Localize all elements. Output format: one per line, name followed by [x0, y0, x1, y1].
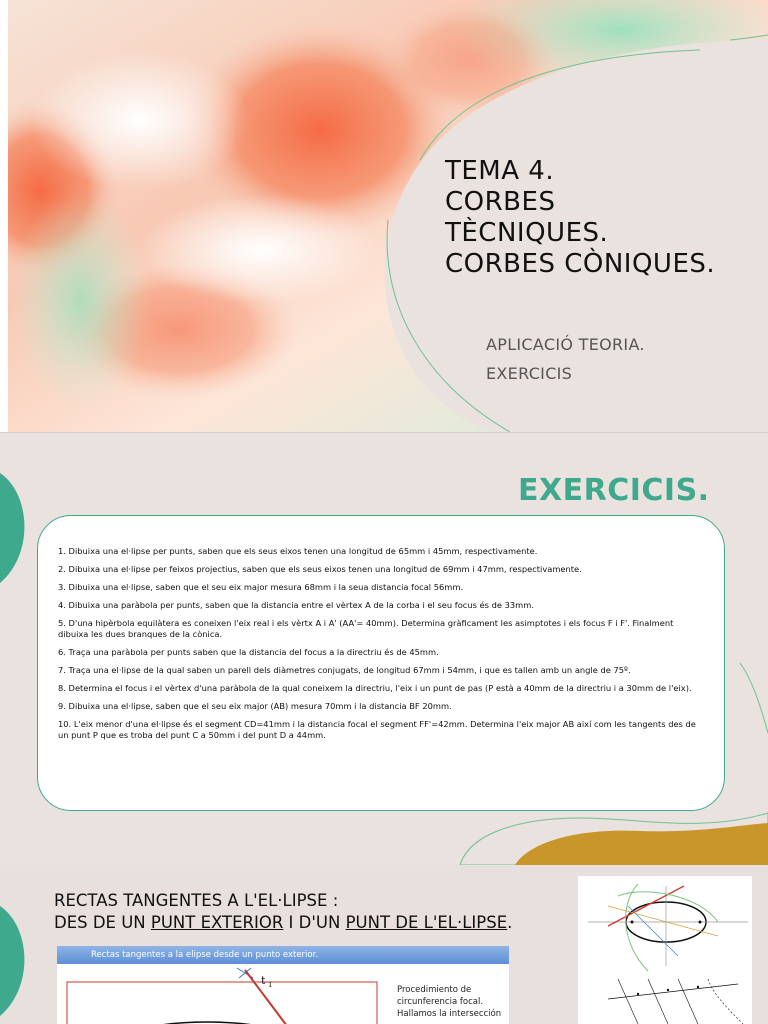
ellipse-tangent-diagram — [578, 876, 752, 974]
parabola-construction-diagram — [578, 974, 752, 1024]
title-line: TEMA 4. — [445, 156, 555, 186]
exercise-item: 7. Traça una el·lipse de la qual saben un parell dels diàmetres conjugats, de longitud 67mm i 54mm, i que es tallen amb un angle de 75º. — [58, 665, 631, 675]
slide-title — [54, 890, 512, 934]
exercises-title: EXERCICIS. — [518, 473, 710, 508]
caption-line: circunferencia focal. — [397, 997, 484, 1007]
title-line: CORBES CÒNIQUES. — [445, 249, 716, 279]
title-line-2 — [54, 912, 512, 934]
parabola-diagram — [578, 974, 752, 1024]
ellipse-diagram — [578, 876, 752, 974]
exercises-slide — [0, 432, 768, 865]
exercise-item: 6. Traça una paràbola per punts saben que la distancia del focus a la directriu és de 45mm. — [58, 647, 439, 657]
exercise-item: 9. Dibuixa una el·lipse, saben que el seu eix major (AB) mesura 70mm i la distancia BF 20mm. — [58, 701, 452, 711]
tangent-label-sub: 1 — [268, 981, 273, 989]
subtitle-line: APLICACIÓ TEORIA. — [486, 335, 645, 354]
caption-line: Hallamos la intersección — [397, 1009, 502, 1019]
exercise-item: 3. Dibuixa una el·lipse, saben que el seu eix major mesura 68mm i la seua distancia focal 56mm. — [58, 582, 464, 592]
title-text: DES DE UN — [54, 913, 151, 932]
exercise-item: 8. Determina el focus i el vèrtex d'una paràbola de la qual coneixem la directriu, l'eix i un punt de pas (P està a 40mm de la directriu i a 30mm de l'eix). — [58, 683, 692, 693]
exercise-item: 1. Dibuixa una el·lipse per punts, saben que els seus eixos tenen una longitud de 65mm i 45mm, respectivamente. — [58, 546, 538, 556]
tangents-slide — [0, 866, 768, 1024]
title-text: I D'UN — [283, 913, 346, 932]
title-underlined: PUNT DE L'EL·LIPSE — [345, 913, 508, 932]
slide-subtitle — [486, 330, 645, 388]
title-line-1: RECTAS TANGENTES A L'EL·LIPSE : — [54, 891, 339, 910]
construction-drawing — [57, 964, 387, 1024]
exercise-item: 2. Dibuixa una el·lipse per feixos projectius, saben que els seus eixos tenen una longitud de 69mm i 47mm, respectivamente. — [58, 564, 582, 574]
exercise-item: 4. Dibuixa una paràbola per punts, saben que la distancia entre el vèrtex A de la corba i el seu focus és de 33mm. — [58, 600, 534, 610]
exercises-list — [37, 515, 725, 811]
exercise-item: 10. L'eix menor d'una el·lipse és el segment CD=41mm i la distancia focal el segment FF'=42mm. Determina l'eix major AB així com les tangents des de un punt P que es troba del punt C a 50mm i del punt D a 44mm. — [58, 719, 696, 740]
figure-caption — [397, 984, 501, 1020]
slide-title — [445, 156, 715, 280]
title-line: CORBES — [445, 187, 556, 217]
title-text: . — [507, 913, 513, 932]
figure-header: Rectas tangentes a la elipse desde un punto exterior. — [57, 946, 509, 964]
title-underlined: PUNT EXTERIOR — [150, 913, 284, 932]
tangent-construction-figure — [57, 946, 509, 1024]
subtitle-line: EXERCICIS — [486, 364, 573, 383]
tangent-label: t — [261, 974, 266, 987]
exercise-item: 5. D'una hipèrbola equilàtera es coneixen l'eix real i els vèrtx A i A' (AA'= 40mm). Determina gràficament les asimptotes i els focus F i F'. Finalment dibuixa les dues branques de la cònica. — [58, 618, 674, 639]
title-slide — [0, 0, 768, 432]
caption-line: Procedimiento de — [397, 985, 472, 995]
title-line: TÈCNIQUES. — [445, 218, 609, 248]
